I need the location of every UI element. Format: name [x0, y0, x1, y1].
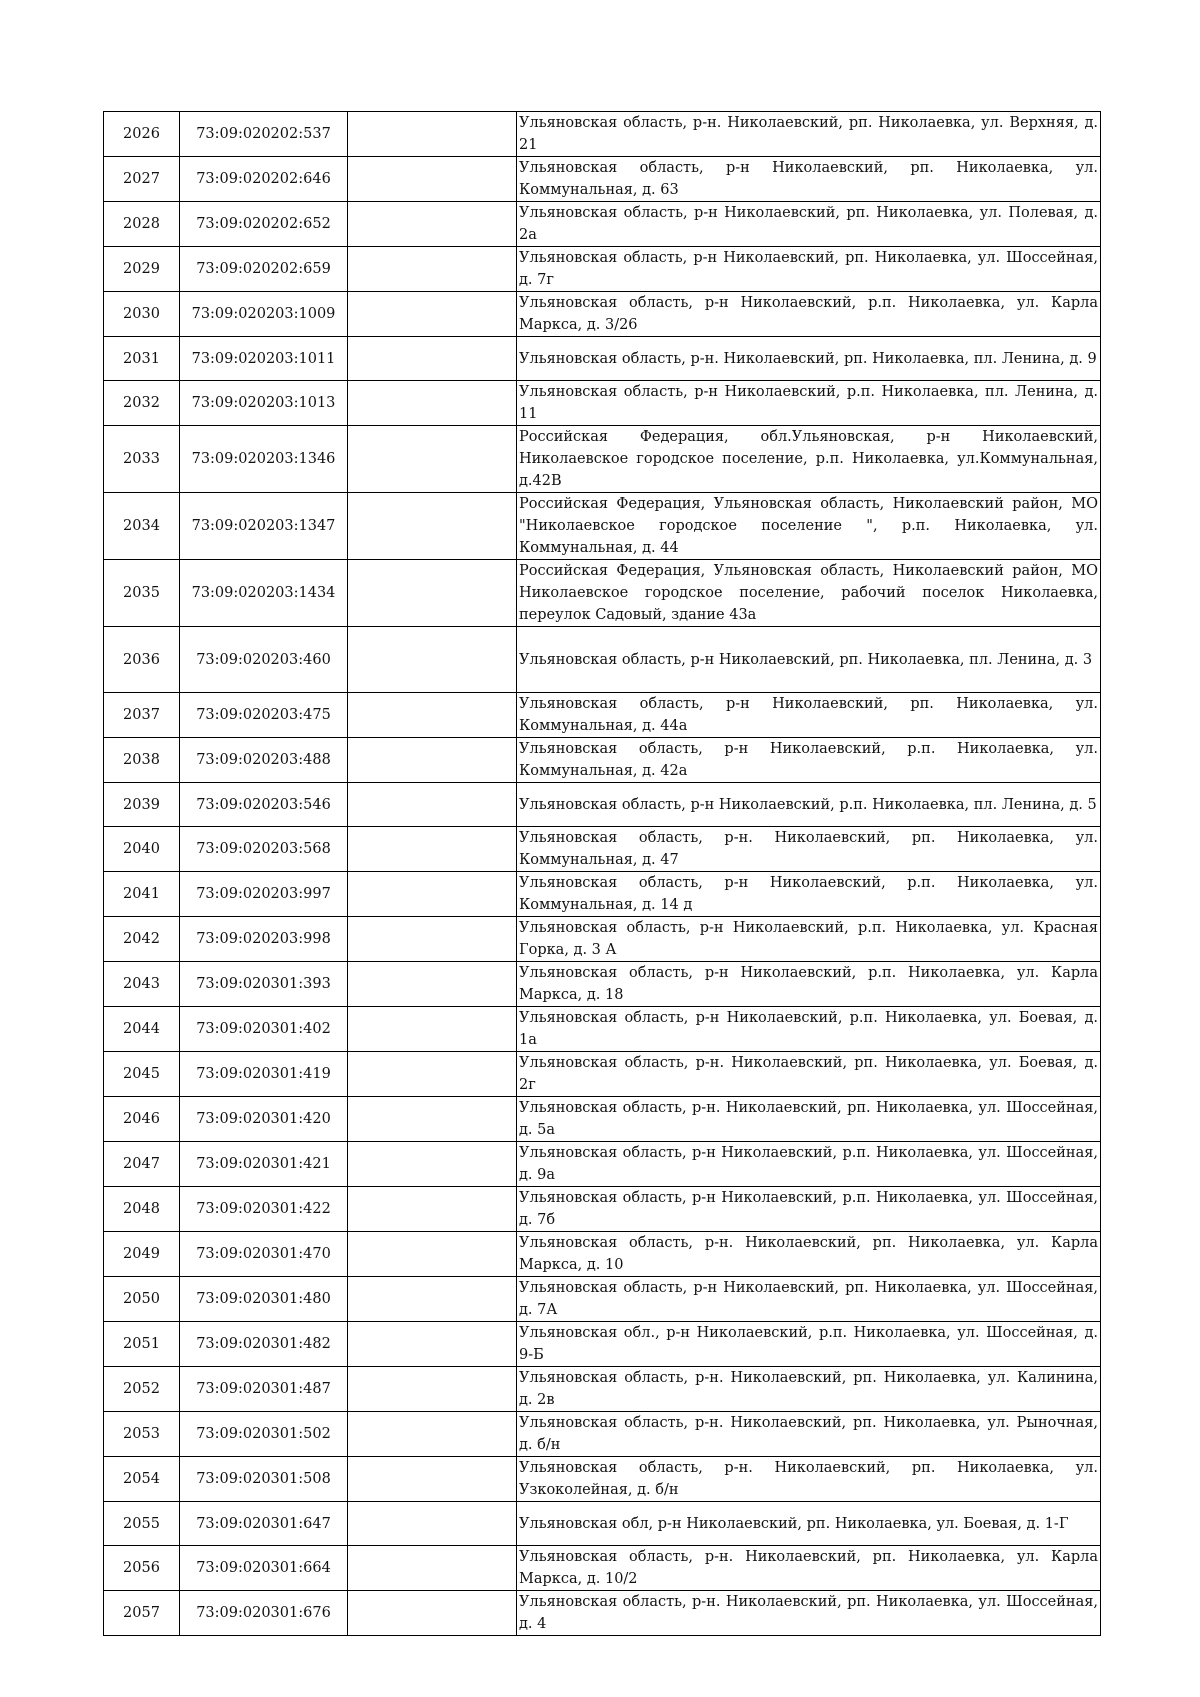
- table-row: [104, 1457, 1101, 1502]
- address-cell: Ульяновская область, р-н Николаевский, р.п. Николаевка, ул. Шоссейная, д. 9а: [517, 1142, 1101, 1187]
- registry-table-body: [104, 112, 1101, 1636]
- table-row: [104, 292, 1101, 337]
- empty-cell: [348, 1097, 517, 1142]
- table-row: [104, 627, 1101, 693]
- row-number-cell: 2053: [104, 1412, 180, 1457]
- table-row: [104, 1412, 1101, 1457]
- empty-cell: [348, 1591, 517, 1636]
- table-row: [104, 1187, 1101, 1232]
- property-registry-table: [103, 111, 1101, 1636]
- cadastral-number-cell: 73:09:020203:475: [180, 693, 348, 738]
- empty-cell: [348, 292, 517, 337]
- address-cell: Ульяновская область, р-н. Николаевский, рп. Николаевка, ул. Шоссейная, д. 5а: [517, 1097, 1101, 1142]
- address-cell: Ульяновская область, р-н. Николаевский, рп. Николаевка, ул. Калинина, д. 2в: [517, 1367, 1101, 1412]
- cadastral-number-cell: 73:09:020301:508: [180, 1457, 348, 1502]
- table-row: [104, 1322, 1101, 1367]
- cadastral-number-cell: 73:09:020202:537: [180, 112, 348, 157]
- table-row: [104, 1591, 1101, 1636]
- table-row: [104, 1097, 1101, 1142]
- address-cell: Ульяновская область, р-н Николаевский, рп. Николаевка, ул. Коммунальная, д. 44а: [517, 693, 1101, 738]
- cadastral-number-cell: 73:09:020203:1434: [180, 560, 348, 627]
- table-row: [104, 783, 1101, 827]
- cadastral-number-cell: 73:09:020301:502: [180, 1412, 348, 1457]
- row-number-cell: 2029: [104, 247, 180, 292]
- row-number-cell: 2038: [104, 738, 180, 783]
- row-number-cell: 2035: [104, 560, 180, 627]
- table-row: [104, 1546, 1101, 1591]
- address-cell: Ульяновская область, р-н Николаевский, рп. Николаевка, ул. Шоссейная, д. 7г: [517, 247, 1101, 292]
- empty-cell: [348, 962, 517, 1007]
- cadastral-number-cell: 73:09:020301:664: [180, 1546, 348, 1591]
- address-cell: Ульяновская область, р-н. Николаевский, рп. Николаевка, пл. Ленина, д. 9: [517, 337, 1101, 381]
- address-cell: Ульяновская обл, р-н Николаевский, рп. Николаевка, ул. Боевая, д. 1-Г: [517, 1502, 1101, 1546]
- address-cell: Ульяновская область, р-н Николаевский, р.п. Николаевка, ул. Карла Маркса, д. 3/26: [517, 292, 1101, 337]
- row-number-cell: 2033: [104, 426, 180, 493]
- table-row: [104, 1502, 1101, 1546]
- table-row: [104, 1277, 1101, 1322]
- empty-cell: [348, 872, 517, 917]
- cadastral-number-cell: 73:09:020203:1009: [180, 292, 348, 337]
- row-number-cell: 2028: [104, 202, 180, 247]
- empty-cell: [348, 1187, 517, 1232]
- address-cell: Ульяновская область, р-н Николаевский, рп. Николаевка, ул. Коммунальная, д. 63: [517, 157, 1101, 202]
- empty-cell: [348, 157, 517, 202]
- address-cell: Ульяновская область, р-н. Николаевский, рп. Николаевка, ул. Узкоколейная, д. б/н: [517, 1457, 1101, 1502]
- row-number-cell: 2037: [104, 693, 180, 738]
- cadastral-number-cell: 73:09:020301:487: [180, 1367, 348, 1412]
- address-cell: Ульяновская область, р-н Николаевский, р.п. Николаевка, ул. Красная Горка, д. 3 А: [517, 917, 1101, 962]
- table-row: [104, 337, 1101, 381]
- table-row: [104, 426, 1101, 493]
- row-number-cell: 2051: [104, 1322, 180, 1367]
- address-cell: Российская Федерация, Ульяновская область, Николаевский район, МО Николаевское городское поселение, рабочий поселок Николаевка, переулок Садовый, здание 43а: [517, 560, 1101, 627]
- address-cell: Ульяновская область, р-н Николаевский, р.п. Николаевка, ул. Шоссейная, д. 7б: [517, 1187, 1101, 1232]
- empty-cell: [348, 738, 517, 783]
- cadastral-number-cell: 73:09:020203:568: [180, 827, 348, 872]
- table-row: [104, 917, 1101, 962]
- empty-cell: [348, 560, 517, 627]
- cadastral-number-cell: 73:09:020301:421: [180, 1142, 348, 1187]
- table-row: [104, 381, 1101, 426]
- cadastral-number-cell: 73:09:020301:420: [180, 1097, 348, 1142]
- address-cell: Ульяновская область, р-н Николаевский, р.п. Николаевка, пл. Ленина, д. 11: [517, 381, 1101, 426]
- row-number-cell: 2045: [104, 1052, 180, 1097]
- empty-cell: [348, 112, 517, 157]
- cadastral-number-cell: 73:09:020202:646: [180, 157, 348, 202]
- row-number-cell: 2054: [104, 1457, 180, 1502]
- address-cell: Ульяновская область, р-н. Николаевский, рп. Николаевка, ул. Рыночная, д. б/н: [517, 1412, 1101, 1457]
- cadastral-number-cell: 73:09:020203:1346: [180, 426, 348, 493]
- row-number-cell: 2047: [104, 1142, 180, 1187]
- row-number-cell: 2057: [104, 1591, 180, 1636]
- address-cell: Ульяновская область, р-н Николаевский, рп. Николаевка, ул. Шоссейная, д. 7А: [517, 1277, 1101, 1322]
- address-cell: Ульяновская область, р-н. Николаевский, рп. Николаевка, ул. Верхняя, д. 21: [517, 112, 1101, 157]
- empty-cell: [348, 1322, 517, 1367]
- table-row: [104, 1367, 1101, 1412]
- cadastral-number-cell: 73:09:020301:422: [180, 1187, 348, 1232]
- row-number-cell: 2040: [104, 827, 180, 872]
- row-number-cell: 2043: [104, 962, 180, 1007]
- empty-cell: [348, 337, 517, 381]
- table-row: [104, 962, 1101, 1007]
- row-number-cell: 2041: [104, 872, 180, 917]
- address-cell: Ульяновская область, р-н Николаевский, рп. Николаевка, пл. Ленина, д. 3: [517, 627, 1101, 693]
- cadastral-number-cell: 73:09:020203:460: [180, 627, 348, 693]
- row-number-cell: 2056: [104, 1546, 180, 1591]
- row-number-cell: 2044: [104, 1007, 180, 1052]
- row-number-cell: 2050: [104, 1277, 180, 1322]
- empty-cell: [348, 1142, 517, 1187]
- table-row: [104, 493, 1101, 560]
- empty-cell: [348, 202, 517, 247]
- address-cell: Ульяновская область, р-н Николаевский, р.п. Николаевка, ул. Боевая, д. 1а: [517, 1007, 1101, 1052]
- table-row: [104, 693, 1101, 738]
- address-cell: Ульяновская область, р-н Николаевский, рп. Николаевка, ул. Полевая, д. 2а: [517, 202, 1101, 247]
- cadastral-number-cell: 73:09:020203:488: [180, 738, 348, 783]
- row-number-cell: 2036: [104, 627, 180, 693]
- address-cell: Ульяновская область, р-н Николаевский, р.п. Николаевка, ул. Коммунальная, д. 14 д: [517, 872, 1101, 917]
- cadastral-number-cell: 73:09:020202:652: [180, 202, 348, 247]
- table-row: [104, 1052, 1101, 1097]
- empty-cell: [348, 1232, 517, 1277]
- table-row: [104, 872, 1101, 917]
- empty-cell: [348, 1412, 517, 1457]
- row-number-cell: 2032: [104, 381, 180, 426]
- cadastral-number-cell: 73:09:020203:1347: [180, 493, 348, 560]
- empty-cell: [348, 827, 517, 872]
- empty-cell: [348, 426, 517, 493]
- cadastral-number-cell: 73:09:020301:480: [180, 1277, 348, 1322]
- empty-cell: [348, 493, 517, 560]
- row-number-cell: 2042: [104, 917, 180, 962]
- address-cell: Ульяновская область, р-н Николаевский, р.п. Николаевка, пл. Ленина, д. 5: [517, 783, 1101, 827]
- table-row: [104, 1232, 1101, 1277]
- cadastral-number-cell: 73:09:020203:997: [180, 872, 348, 917]
- empty-cell: [348, 247, 517, 292]
- cadastral-number-cell: 73:09:020301:470: [180, 1232, 348, 1277]
- empty-cell: [348, 1546, 517, 1591]
- empty-cell: [348, 783, 517, 827]
- empty-cell: [348, 1457, 517, 1502]
- cadastral-number-cell: 73:09:020301:419: [180, 1052, 348, 1097]
- cadastral-number-cell: 73:09:020301:393: [180, 962, 348, 1007]
- empty-cell: [348, 1007, 517, 1052]
- address-cell: Ульяновская область, р-н Николаевский, р.п. Николаевка, ул. Коммунальная, д. 42а: [517, 738, 1101, 783]
- row-number-cell: 2030: [104, 292, 180, 337]
- table-row: [104, 112, 1101, 157]
- row-number-cell: 2055: [104, 1502, 180, 1546]
- table-row: [104, 247, 1101, 292]
- table-row: [104, 560, 1101, 627]
- address-cell: Ульяновская область, р-н. Николаевский, рп. Николаевка, ул. Карла Маркса, д. 10/2: [517, 1546, 1101, 1591]
- table-row: [104, 738, 1101, 783]
- address-cell: Российская Федерация, обл.Ульяновская, р-н Николаевский, Николаевское городское поселение, р.п. Николаевка, ул.Коммунальная, д.42В: [517, 426, 1101, 493]
- cadastral-number-cell: 73:09:020203:1013: [180, 381, 348, 426]
- row-number-cell: 2046: [104, 1097, 180, 1142]
- row-number-cell: 2049: [104, 1232, 180, 1277]
- cadastral-number-cell: 73:09:020301:647: [180, 1502, 348, 1546]
- empty-cell: [348, 1277, 517, 1322]
- row-number-cell: 2026: [104, 112, 180, 157]
- table-row: [104, 827, 1101, 872]
- address-cell: Ульяновская область, р-н Николаевский, р.п. Николаевка, ул. Карла Маркса, д. 18: [517, 962, 1101, 1007]
- empty-cell: [348, 1052, 517, 1097]
- empty-cell: [348, 1502, 517, 1546]
- cadastral-number-cell: 73:09:020301:482: [180, 1322, 348, 1367]
- address-cell: Ульяновская область, р-н. Николаевский, рп. Николаевка, ул. Карла Маркса, д. 10: [517, 1232, 1101, 1277]
- row-number-cell: 2052: [104, 1367, 180, 1412]
- empty-cell: [348, 1367, 517, 1412]
- table-row: [104, 157, 1101, 202]
- address-cell: Ульяновская область, р-н. Николаевский, рп. Николаевка, ул. Боевая, д. 2г: [517, 1052, 1101, 1097]
- empty-cell: [348, 917, 517, 962]
- cadastral-number-cell: 73:09:020203:546: [180, 783, 348, 827]
- address-cell: Ульяновская область, р-н. Николаевский, рп. Николаевка, ул. Коммунальная, д. 47: [517, 827, 1101, 872]
- row-number-cell: 2039: [104, 783, 180, 827]
- row-number-cell: 2027: [104, 157, 180, 202]
- cadastral-number-cell: 73:09:020301:402: [180, 1007, 348, 1052]
- empty-cell: [348, 627, 517, 693]
- row-number-cell: 2034: [104, 493, 180, 560]
- empty-cell: [348, 381, 517, 426]
- table-row: [104, 202, 1101, 247]
- table-row: [104, 1142, 1101, 1187]
- cadastral-number-cell: 73:09:020203:1011: [180, 337, 348, 381]
- table-row: [104, 1007, 1101, 1052]
- empty-cell: [348, 693, 517, 738]
- address-cell: Российская Федерация, Ульяновская область, Николаевский район, МО "Николаевское городское поселение ", р.п. Николаевка, ул. Коммунальная, д. 44: [517, 493, 1101, 560]
- cadastral-number-cell: 73:09:020202:659: [180, 247, 348, 292]
- cadastral-number-cell: 73:09:020203:998: [180, 917, 348, 962]
- address-cell: Ульяновская обл., р-н Николаевский, р.п. Николаевка, ул. Шоссейная, д. 9-Б: [517, 1322, 1101, 1367]
- cadastral-number-cell: 73:09:020301:676: [180, 1591, 348, 1636]
- row-number-cell: 2031: [104, 337, 180, 381]
- address-cell: Ульяновская область, р-н. Николаевский, рп. Николаевка, ул. Шоссейная, д. 4: [517, 1591, 1101, 1636]
- row-number-cell: 2048: [104, 1187, 180, 1232]
